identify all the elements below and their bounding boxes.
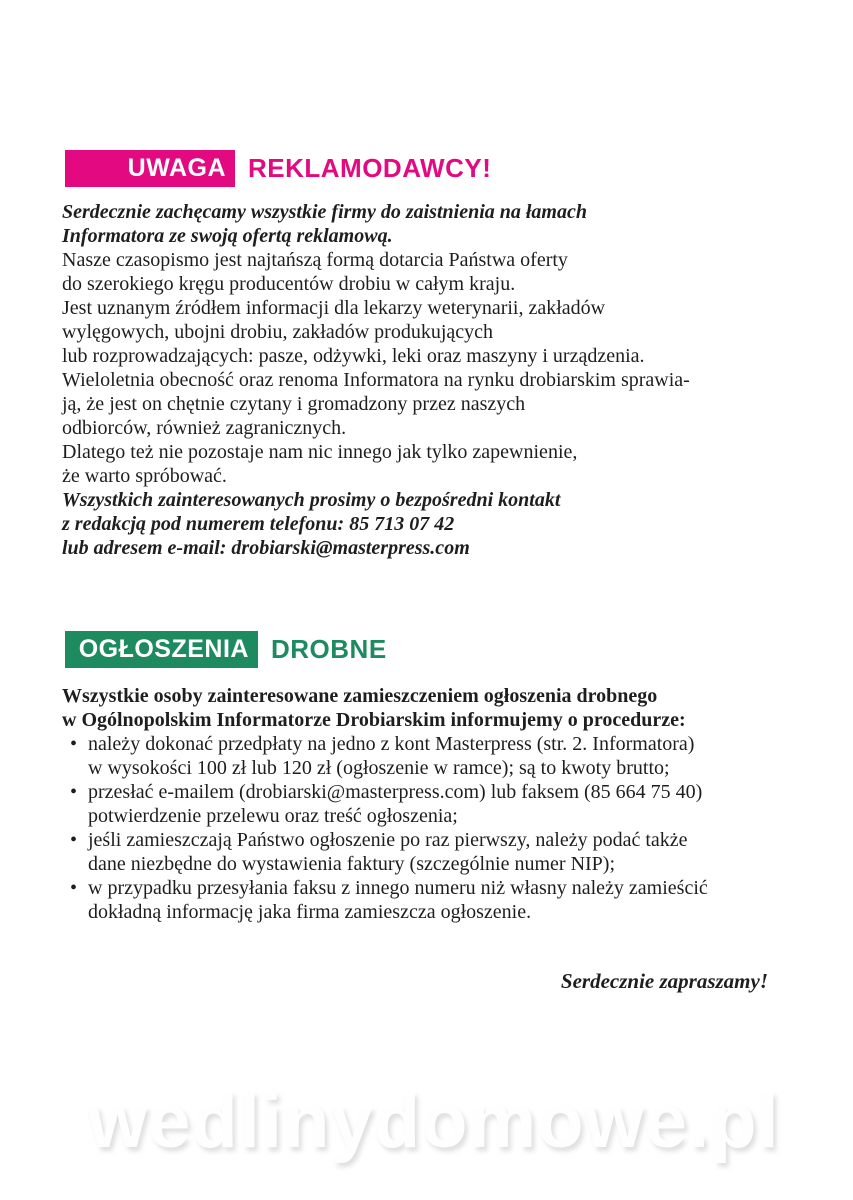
classifieds-text-block [62,684,807,924]
ogloszenia-badge-label: OGŁOSZENIA [78,635,249,663]
advertisers-header [65,150,491,187]
classifieds-intro: Wszystkie osoby zainteresowane zamieszczeniem ogłoszenia drobnego w Ogólnopolskim Informatorze Drobiarskim informujemy o procedurze: [62,685,686,731]
advertisers-body: Nasze czasopismo jest najtańszą formą dotarcia Państwa oferty do szerokiego kręgu producentów drobiu w całym kraju. Jest uznanym źródłem informacji dla lekarzy weterynarii, zakładów wylęgowych, ubojni drobiu, zakładów produkujących lub rozprowadzających: pasze, odżywki, leki oraz maszyny i urządzenia. Wieloletnia obecność oraz renoma Informatora na rynku drobiarskim sprawia- ją, że jest on chętnie czytany i gromadzony przez naszych odbiorców, również zagranicznych. Dlatego też nie pozostaje nam nic innego jak tylko zapewnienie, że warto spróbować. [62,249,690,487]
bullet-dot: • [70,877,78,899]
uwaga-badge [65,150,235,187]
watermark: wedlinydomowe.pl [88,1079,780,1164]
bullet-dot: • [70,733,78,755]
list-item [62,732,807,780]
uwaga-badge-label: UWAGA [127,154,226,182]
classifieds-heading: DROBNE [271,634,387,664]
bullet-text: jeśli zamieszczają Państwo ogłoszenie po raz pierwszy, należy podać także dane niezbędne do wystawienia faktury (szczególnie numer NIP); [88,829,688,875]
bullet-dot: • [70,829,78,851]
list-item [62,828,807,876]
advertisers-text-block [62,200,807,560]
closing-line: Serdecznie zapraszamy! [560,969,768,993]
list-item [62,780,807,828]
ogloszenia-badge [65,631,258,668]
bullet-text: w przypadku przesyłania faksu z innego numeru niż własny należy zamieścić dokładną informację jaka firma zamieszcza ogłoszenie. [88,877,708,923]
bullet-text: należy dokonać przedpłaty na jedno z kont Masterpress (str. 2. Informatora) w wysokości 100 zł lub 120 zł (ogłoszenie w ramce); są to kwoty brutto; [88,733,695,779]
classifieds-bullet-list [62,732,807,924]
advertisers-intro: Serdecznie zachęcamy wszystkie firmy do zaistnienia na łamach Informatora ze swoją ofertą reklamową. [62,201,587,247]
list-item [62,876,807,924]
bullet-dot: • [70,781,78,803]
advertisers-contact: Wszystkich zainteresowanych prosimy o bezpośredni kontakt z redakcją pod numerem telefonu: 85 713 07 42 lub adresem e-mail: drobiarski@masterpress.com [62,489,561,559]
classifieds-header [65,631,387,668]
bullet-text: przesłać e-mailem (drobiarski@masterpress.com) lub faksem (85 664 75 40) potwierdzenie przelewu oraz treść ogłoszenia; [88,781,703,827]
advertisers-heading: REKLAMODAWCY! [248,153,492,183]
